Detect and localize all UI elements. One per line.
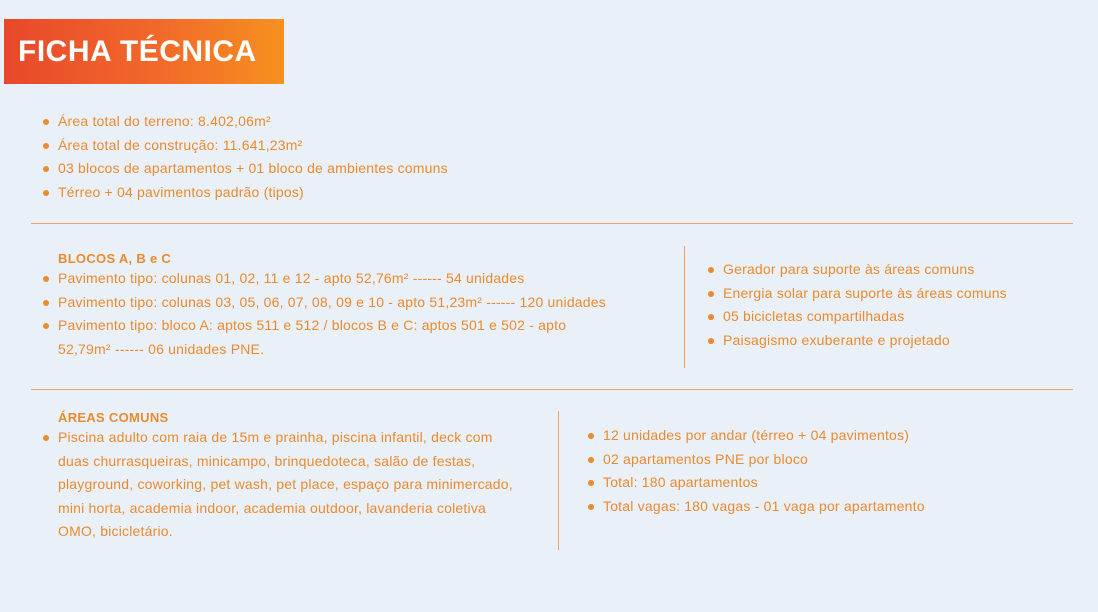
list-item: 05 bicicletas compartilhadas — [707, 305, 1067, 329]
list-item: 02 apartamentos PNE por bloco — [587, 448, 1007, 472]
list-item: Pavimento tipo: bloco A: aptos 511 e 512 / blocos B e C: aptos 501 e 502 - apto 52,79m² ------ 06 unidades PNE. — [42, 314, 578, 361]
list-item: 12 unidades por andar (térreo + 04 pavimentos) — [587, 424, 1007, 448]
divider-vertical — [558, 411, 559, 550]
list-item: Gerador para suporte às áreas comuns — [707, 258, 1067, 282]
general-specs-list — [42, 110, 682, 204]
title-banner — [4, 19, 284, 84]
list-item: Total vagas: 180 vagas - 01 vaga por apartamento — [587, 495, 1007, 519]
areas-comuns-section — [42, 410, 522, 544]
list-item: Área total de construção: 11.641,23m² — [42, 134, 682, 158]
divider — [31, 389, 1073, 390]
blocos-heading: BLOCOS A, B e C — [58, 251, 172, 266]
divider — [31, 223, 1073, 224]
list-item: Energia solar para suporte às áreas comuns — [707, 282, 1067, 306]
divider-vertical — [684, 246, 685, 368]
list-item: Área total do terreno: 8.402,06m² — [42, 110, 682, 134]
areas-comuns-side-list — [587, 424, 1007, 518]
list-item: Pavimento tipo: colunas 03, 05, 06, 07, 08, 09 e 10 - apto 51,23m² ------ 120 unidades — [42, 291, 662, 315]
areas-comuns-list — [42, 426, 522, 544]
blocos-side-list — [707, 258, 1067, 352]
areas-comuns-heading: ÁREAS COMUNS — [58, 410, 169, 425]
list-item: Térreo + 04 pavimentos padrão (tipos) — [42, 181, 682, 205]
blocos-list — [42, 267, 662, 361]
list-item: Total: 180 apartamentos — [587, 471, 1007, 495]
page-title: FICHA TÉCNICA — [18, 34, 257, 68]
blocos-section — [42, 251, 662, 361]
list-item: Paisagismo exuberante e projetado — [707, 329, 1067, 353]
list-item: 03 blocos de apartamentos + 01 bloco de ambientes comuns — [42, 157, 682, 181]
list-item: Piscina adulto com raia de 15m e prainha, piscina infantil, deck com duas churrasqueiras, minicampo, brinquedoteca, salão de festas, playground, coworking, pet wash, pet place, espaço para minimercado, mini horta, academia indoor, academia outdoor, lavanderia coletiva OMO, bicicletário. — [42, 426, 518, 544]
list-item: Pavimento tipo: colunas 01, 02, 11 e 12 - apto 52,76m² ------ 54 unidades — [42, 267, 662, 291]
